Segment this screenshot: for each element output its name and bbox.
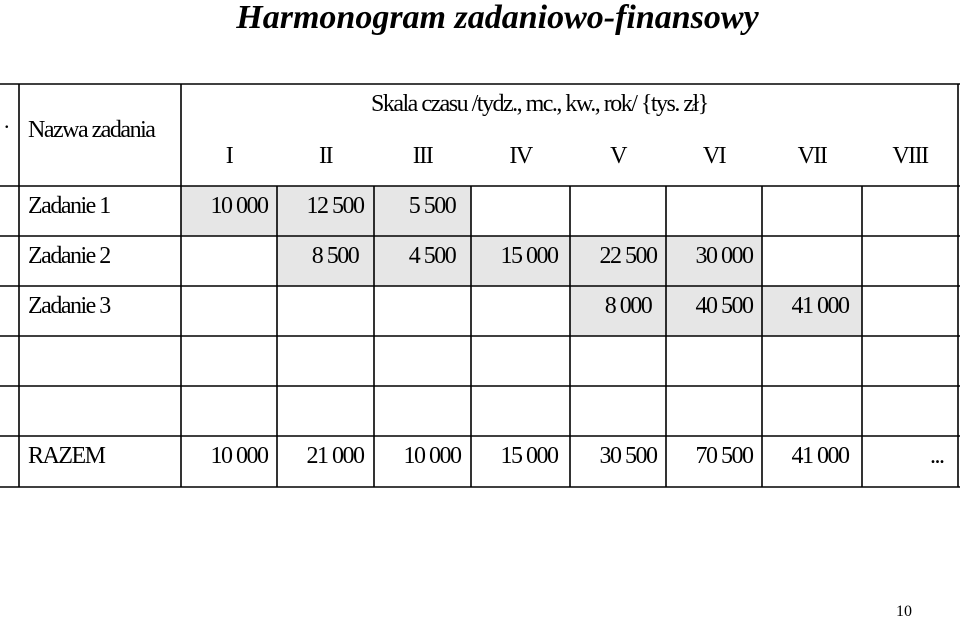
total-cell: 41 000 — [791, 443, 849, 469]
total-cell: 10 000 — [403, 443, 461, 469]
table-cell: 8 000 — [604, 293, 652, 319]
page-number: 10 — [896, 603, 912, 620]
row-name: Zadanie 2 — [28, 243, 110, 269]
period-header: IV — [509, 143, 532, 169]
table-cell: 22 500 — [599, 243, 657, 269]
table-cell: 8 500 — [311, 243, 359, 269]
period-header: VIII — [892, 143, 928, 169]
table-cell: 30 000 — [695, 243, 753, 269]
page-title: Harmonogram zadaniowo-finansowy — [236, 0, 759, 36]
period-header: VII — [797, 143, 827, 169]
row-name: Zadanie 3 — [28, 293, 110, 319]
total-cell: 15 000 — [500, 443, 558, 469]
table-cell: 41 000 — [791, 293, 849, 319]
table-cell: 4 500 — [408, 243, 456, 269]
total-cell: ... — [930, 443, 944, 469]
period-header: II — [319, 143, 332, 169]
table-cell: 40 500 — [695, 293, 753, 319]
total-cell: 70 500 — [695, 443, 753, 469]
total-cell: 21 000 — [306, 443, 364, 469]
name-column-header: Nazwa zadania — [28, 117, 155, 143]
row-name: Zadanie 1 — [28, 193, 110, 219]
bullet-dot: . — [4, 108, 10, 133]
total-label: RAZEM — [28, 443, 105, 469]
period-header: III — [412, 143, 433, 169]
table-cell: 5 500 — [408, 193, 456, 219]
table-cell: 10 000 — [210, 193, 268, 219]
total-cell: 30 500 — [599, 443, 657, 469]
period-header: I — [225, 143, 233, 169]
table-cell: 12 500 — [306, 193, 364, 219]
total-cell: 10 000 — [210, 443, 268, 469]
period-header: V — [610, 143, 626, 169]
table-cell: 15 000 — [500, 243, 558, 269]
period-header: VI — [702, 143, 726, 169]
time-scale-header: Skala czasu /tydz., mc., kw., rok/ {tys. zł} — [371, 91, 708, 117]
